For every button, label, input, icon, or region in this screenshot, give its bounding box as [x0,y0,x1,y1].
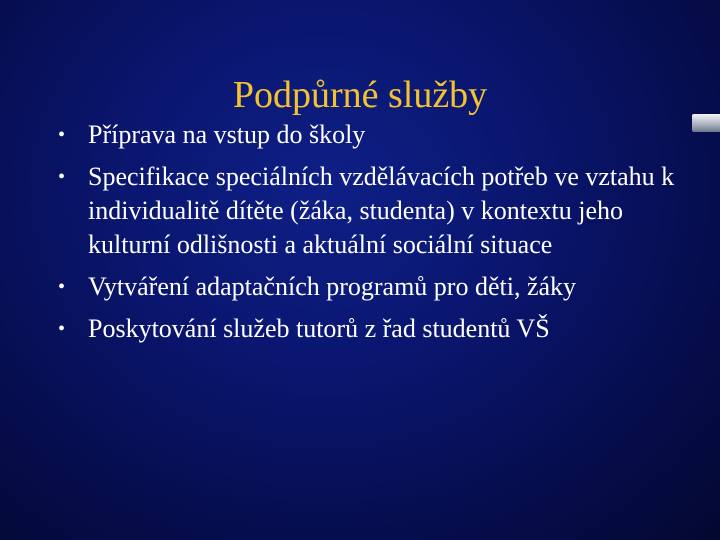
bullet-text: Poskytování služeb tutorů z řad studentů VŠ [88,314,550,343]
bullet-dot-icon: • [58,318,66,340]
bullet-text: Příprava na vstup do školy [88,120,366,149]
slide-title: Podpůrné služby [232,74,488,116]
bullet-dot-icon: • [58,124,66,146]
bullet-text: Vytváření adaptačních programů pro děti, žáky [88,272,577,301]
bullet-dot-icon: • [58,166,66,188]
bullet-item [58,160,678,262]
bullet-item [58,312,678,346]
bullet-list [58,118,678,354]
bullet-text: Specifikace speciálních vzdělávacích potřeb ve vztahu k individualitě dítěte (žáka, studenta) v kontextu jeho kulturní odlišnosti a aktuální sociální situace [88,162,675,259]
decorative-bar [692,114,720,132]
bullet-item [58,270,678,304]
bullet-item [58,118,678,152]
bullet-dot-icon: • [58,276,66,298]
